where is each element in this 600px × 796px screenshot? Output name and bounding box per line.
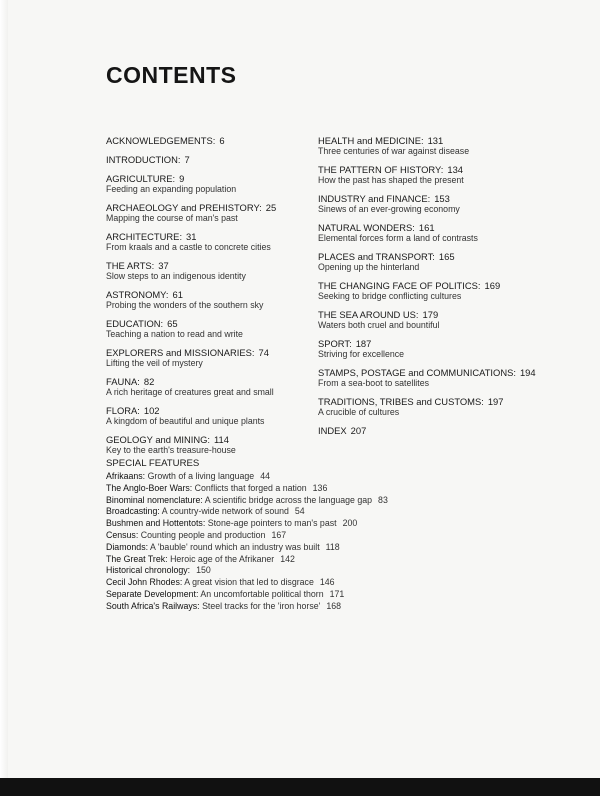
entry-page-number: 6 — [219, 135, 225, 146]
contents-entry-heading — [106, 434, 311, 445]
entry-title: NATURAL WONDERS: — [318, 222, 415, 233]
feature-page-number: 150 — [196, 565, 211, 576]
feature-title: The Anglo-Boer Wars: — [106, 482, 193, 493]
special-feature-item — [106, 495, 576, 507]
contents-entry-heading — [318, 425, 568, 436]
entry-title: EDUCATION: — [106, 318, 164, 329]
entry-page-number: 65 — [167, 318, 178, 329]
feature-page-number: 44 — [260, 471, 270, 481]
entry-page-number: 114 — [214, 434, 229, 445]
entry-title: SPORT: — [318, 338, 352, 349]
entry-title: ARCHITECTURE: — [106, 231, 183, 242]
special-feature-item — [106, 577, 576, 589]
feature-title: Historical chronology: — [106, 565, 191, 576]
entry-subtitle: Key to the earth's treasure-house — [106, 445, 236, 455]
entry-title: ASTRONOMY: — [106, 289, 169, 300]
entry-page-number: 9 — [179, 173, 185, 184]
entry-title: TRADITIONS, TRIBES and CUSTOMS: — [318, 396, 484, 407]
entry-page-number: 37 — [158, 260, 169, 271]
contents-entry — [318, 309, 568, 330]
feature-page-number: 54 — [294, 506, 305, 517]
feature-description: Steel tracks for the 'iron horse' — [202, 600, 321, 611]
entry-title: ACKNOWLEDGEMENTS: — [106, 135, 216, 146]
feature-description: Stone-age pointers to man's past — [207, 518, 337, 529]
contents-entry — [318, 338, 568, 359]
contents-entry-heading — [318, 193, 568, 204]
contents-entry — [106, 289, 311, 310]
feature-description: Conflicts that forged a nation — [194, 482, 307, 493]
contents-entry-heading — [318, 280, 568, 291]
special-feature-item — [106, 471, 576, 483]
contents-entry — [318, 222, 568, 243]
entry-title: AGRICULTURE: — [106, 173, 176, 184]
contents-entry-heading — [106, 405, 311, 416]
entry-subtitle: A kingdom of beautiful and unique plants — [106, 416, 265, 426]
contents-entry — [106, 405, 311, 426]
feature-title: South Africa's Railways: — [106, 600, 200, 611]
entry-page-number: 102 — [143, 405, 160, 416]
contents-entry — [318, 367, 568, 388]
entry-title: THE ARTS: — [106, 260, 155, 271]
entry-subtitle: Probing the wonders of the southern sky — [106, 300, 264, 310]
contents-entry-heading — [318, 367, 568, 378]
special-feature-item — [106, 506, 576, 518]
contents-entry-heading — [318, 396, 568, 407]
entry-title: EXPLORERS and MISSIONARIES: — [106, 347, 255, 358]
feature-description: A 'bauble' round which an industry was built — [150, 541, 320, 552]
entry-page-number: 161 — [418, 222, 435, 233]
contents-entry-heading — [106, 135, 311, 146]
special-feature-item — [106, 565, 576, 577]
contents-entry — [106, 347, 311, 368]
contents-entry — [318, 280, 568, 301]
entry-title: THE SEA AROUND US: — [318, 309, 419, 320]
entry-subtitle: Three centuries of war against disease — [318, 146, 470, 156]
entry-subtitle: A crucible of cultures — [318, 407, 400, 417]
contents-entry — [318, 135, 568, 156]
contents-entry-heading — [106, 173, 311, 184]
entry-title: THE CHANGING FACE OF POLITICS: — [318, 280, 481, 291]
entry-page-number: 197 — [487, 396, 504, 407]
special-feature-item — [106, 542, 576, 554]
entry-subtitle: Mapping the course of man's past — [106, 213, 238, 223]
entry-subtitle: Slow steps to an indigenous identity — [106, 271, 246, 281]
contents-entry — [106, 376, 311, 397]
entry-subtitle: Opening up the hinterland — [318, 262, 420, 272]
entry-title: INTRODUCTION: — [106, 154, 181, 165]
contents-entry — [318, 425, 568, 436]
feature-description: A country-wide network of sound — [161, 506, 289, 517]
bottom-dark-band — [0, 778, 600, 796]
contents-entry — [106, 434, 311, 455]
entry-subtitle: A rich heritage of creatures great and small — [106, 387, 274, 397]
entry-subtitle: Elemental forces form a land of contrasts — [318, 233, 478, 243]
special-features-section — [106, 458, 576, 613]
special-feature-item — [106, 483, 576, 495]
contents-entry-heading — [106, 318, 311, 329]
contents-entry — [106, 154, 311, 165]
contents-entry-heading — [106, 289, 311, 300]
contents-entry — [106, 202, 311, 223]
feature-title: Census: — [106, 529, 139, 540]
contents-entry — [106, 231, 311, 252]
feature-page-number: 167 — [271, 529, 287, 540]
contents-entry-heading — [318, 251, 568, 262]
entry-subtitle: From a sea-boot to satellites — [318, 378, 429, 388]
contents-entry — [318, 251, 568, 272]
entry-title: INDEX — [318, 425, 347, 436]
special-feature-item — [106, 554, 576, 566]
entry-page-number: 179 — [422, 309, 439, 320]
feature-title: Afrikaans: — [106, 471, 146, 481]
entry-page-number: 169 — [484, 280, 501, 291]
feature-page-number: 118 — [325, 541, 340, 552]
feature-page-number: 146 — [319, 577, 335, 588]
entry-subtitle: Waters both cruel and bountiful — [318, 320, 440, 330]
contents-entry-heading — [318, 309, 568, 320]
page-edge — [0, 0, 8, 796]
entry-title: INDUSTRY and FINANCE: — [318, 193, 431, 204]
entry-subtitle: From kraals and a castle to concrete cities — [106, 242, 271, 252]
page-title: CONTENTS — [106, 62, 237, 88]
entry-page-number: 165 — [438, 251, 455, 262]
entry-page-number: 82 — [143, 376, 155, 387]
entry-page-number: 134 — [447, 164, 464, 175]
contents-entry-heading — [106, 376, 311, 387]
entry-title: FAUNA: — [106, 376, 140, 387]
feature-page-number: 171 — [329, 588, 345, 599]
feature-description: A great vision that led to disgrace — [184, 577, 314, 588]
feature-title: Binominal nomenclature: — [106, 494, 203, 505]
entry-page-number: 31 — [186, 231, 197, 242]
contents-entry — [106, 318, 311, 339]
feature-description: Heroic age of the Afrikaner — [170, 553, 275, 564]
feature-title: Cecil John Rhodes: — [106, 577, 183, 588]
contents-entry-heading — [106, 260, 311, 271]
entry-subtitle: How the past has shaped the present — [318, 175, 464, 185]
contents-entry — [318, 164, 568, 185]
contents-entry-heading — [106, 231, 311, 242]
contents-right-column — [318, 135, 568, 444]
feature-title: The Great Trek: — [106, 553, 168, 564]
entry-page-number: 187 — [355, 338, 372, 349]
entry-page-number: 25 — [265, 202, 277, 213]
feature-page-number: 200 — [342, 518, 358, 529]
feature-description: An uncomfortable political thorn — [200, 588, 324, 599]
contents-entry-heading — [106, 202, 311, 213]
contents-entry — [106, 135, 311, 146]
special-feature-item — [106, 518, 576, 530]
entry-title: GEOLOGY and MINING: — [106, 434, 211, 445]
entry-title: FLORA: — [106, 405, 140, 416]
entry-page-number: 7 — [184, 154, 190, 165]
contents-entry — [318, 193, 568, 214]
feature-title: Separate Development: — [106, 588, 199, 599]
feature-page-number: 168 — [326, 600, 342, 611]
feature-description: Growth of a living language — [147, 471, 255, 481]
contents-entry-heading — [106, 154, 311, 165]
feature-title: Broadcasting: — [106, 506, 160, 517]
contents-entry-heading — [318, 338, 568, 349]
entry-page-number: 61 — [172, 289, 183, 300]
entry-subtitle: Teaching a nation to read and write — [106, 329, 243, 339]
feature-description: Counting people and production — [140, 529, 266, 540]
feature-page-number: 83 — [378, 494, 388, 505]
special-features-list — [106, 471, 576, 613]
special-feature-item — [106, 589, 576, 601]
entry-subtitle: Feeding an expanding population — [106, 184, 237, 194]
contents-entry — [106, 260, 311, 281]
contents-entry — [106, 173, 311, 194]
entry-title: ARCHAEOLOGY and PREHISTORY: — [106, 202, 262, 213]
entry-title: STAMPS, POSTAGE and COMMUNICATIONS: — [318, 367, 516, 378]
feature-title: Bushmen and Hottentots: — [106, 518, 206, 529]
contents-entry-heading — [318, 135, 568, 146]
feature-page-number: 142 — [280, 553, 295, 564]
entry-title: HEALTH and MEDICINE: — [318, 135, 424, 146]
entry-page-number: 131 — [427, 135, 444, 146]
entry-subtitle: Lifting the veil of mystery — [106, 358, 203, 368]
entry-subtitle: Seeking to bridge conflicting cultures — [318, 291, 462, 301]
feature-page-number: 136 — [312, 482, 328, 493]
special-feature-item — [106, 530, 576, 542]
contents-left-column — [106, 135, 311, 463]
special-features-heading: SPECIAL FEATURES — [106, 458, 200, 469]
entry-title: PLACES and TRANSPORT: — [318, 251, 435, 262]
feature-title: Diamonds: — [106, 541, 149, 552]
entry-page-number: 207 — [350, 425, 367, 436]
entry-subtitle: Striving for excellence — [318, 349, 405, 359]
entry-page-number: 74 — [258, 347, 269, 358]
contents-entry-heading — [318, 222, 568, 233]
entry-title: THE PATTERN OF HISTORY: — [318, 164, 444, 175]
contents-entry — [318, 396, 568, 417]
entry-page-number: 194 — [519, 367, 536, 378]
entry-page-number: 153 — [434, 193, 450, 204]
feature-description: A scientific bridge across the language gap — [204, 494, 373, 505]
special-feature-item — [106, 601, 576, 613]
contents-entry-heading — [318, 164, 568, 175]
contents-entry-heading — [106, 347, 311, 358]
entry-subtitle: Sinews of an ever-growing economy — [318, 204, 460, 214]
